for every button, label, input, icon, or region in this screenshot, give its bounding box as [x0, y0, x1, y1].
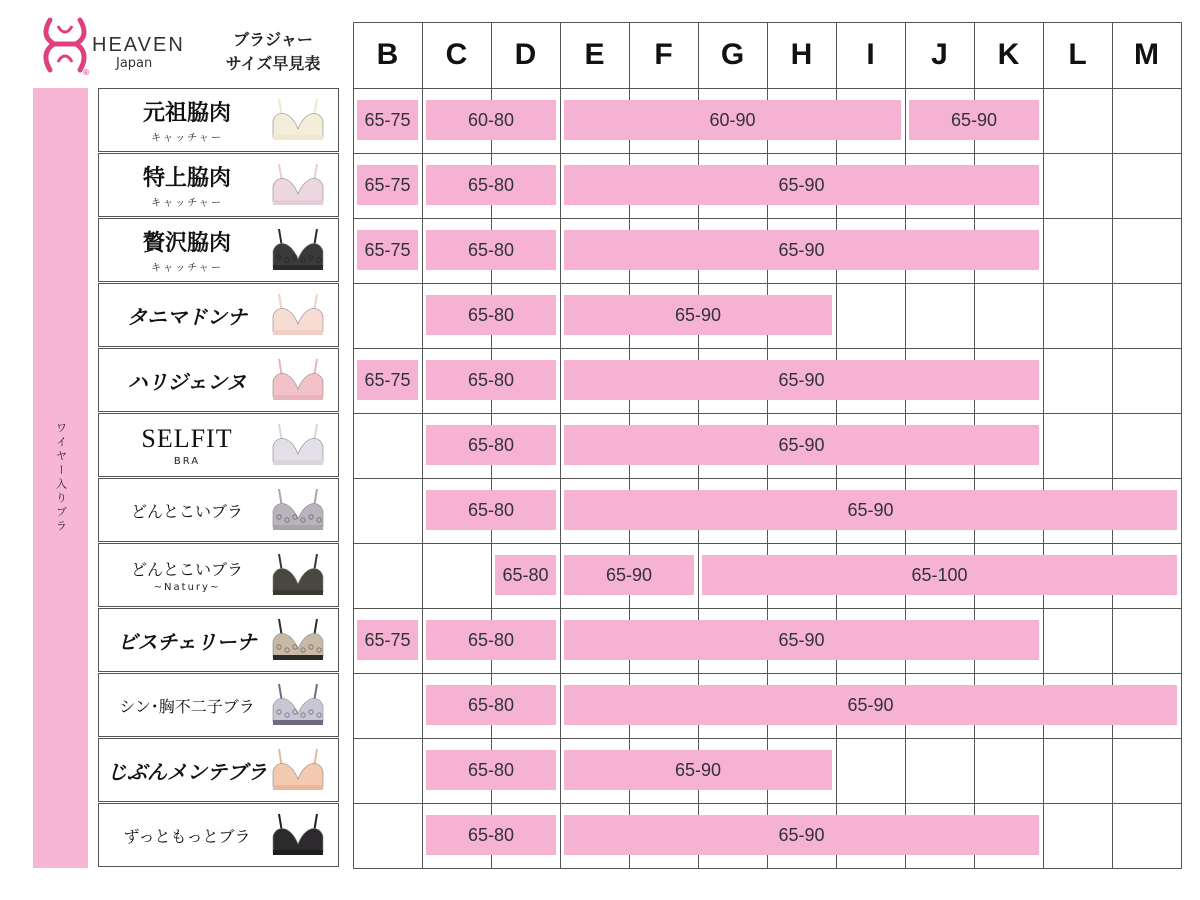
- product-row: [98, 348, 339, 412]
- product-row: [98, 803, 339, 867]
- bra-image-icon: [267, 225, 329, 277]
- cup-size-header: D: [514, 38, 537, 71]
- band-size-range: 65-90: [564, 230, 1039, 270]
- product-name: シン･胸不二子ブラ: [119, 696, 255, 716]
- product-row: [98, 478, 339, 542]
- title-line-1: ブラジャー: [233, 30, 313, 49]
- page-title: [198, 28, 348, 76]
- band-size-range: 60-90: [564, 100, 901, 140]
- product-row: [98, 673, 339, 737]
- product-name-block: [107, 479, 267, 541]
- product-name: 贅沢脇肉: [142, 230, 231, 256]
- product-row: [98, 218, 339, 282]
- svg-text:®: ®: [82, 68, 90, 76]
- bra-image-icon: [267, 680, 329, 732]
- band-size-range: 65-75: [357, 230, 418, 270]
- bra-image-icon: [267, 810, 329, 862]
- product-name: ずっともっとブラ: [123, 826, 251, 846]
- band-size-range: 65-80: [426, 165, 556, 205]
- band-size-range: 65-90: [564, 555, 694, 595]
- bra-image-icon: [267, 160, 329, 212]
- product-row: [98, 413, 339, 477]
- bra-image-icon: [267, 745, 329, 797]
- cup-size-header: J: [931, 38, 948, 71]
- product-name-block: [107, 544, 267, 606]
- product-name-block: [107, 219, 267, 281]
- product-row: [98, 608, 339, 672]
- product-name-block: [107, 609, 267, 671]
- cup-size-header: F: [654, 38, 673, 71]
- band-size-range: 65-75: [357, 165, 418, 205]
- product-subname: BRA: [173, 455, 201, 467]
- cup-size-header: G: [720, 38, 745, 71]
- band-size-range: 65-90: [564, 360, 1039, 400]
- product-name: どんとこいブラ: [130, 560, 243, 579]
- cup-size-header: M: [1134, 38, 1159, 71]
- band-size-range: 65-80: [426, 425, 556, 465]
- product-name: じぶんメンテブラ: [107, 759, 267, 784]
- band-size-range: 65-90: [564, 490, 1177, 530]
- band-size-range: 65-75: [357, 620, 418, 660]
- band-size-range: 65-90: [564, 165, 1039, 205]
- product-subname: ~Natury~: [153, 582, 221, 593]
- product-name: SELFIT: [141, 423, 233, 453]
- product-row: [98, 88, 339, 152]
- band-size-range: 65-80: [426, 490, 556, 530]
- band-size-range: 65-80: [426, 750, 556, 790]
- band-size-range: 65-90: [564, 295, 832, 335]
- bra-image-icon: [267, 290, 329, 342]
- product-name-block: [107, 739, 267, 801]
- product-name: どんとこいブラ: [130, 501, 243, 521]
- band-size-range: 65-90: [564, 620, 1039, 660]
- band-size-range: 65-90: [564, 685, 1177, 725]
- product-name: ビスチェリーナ: [117, 629, 257, 654]
- product-name-block: [107, 349, 267, 411]
- heaven-logo-icon: [40, 14, 98, 76]
- product-row: [98, 153, 339, 217]
- band-size-range: 65-80: [426, 230, 556, 270]
- bra-image-icon: [267, 420, 329, 472]
- product-row: [98, 738, 339, 802]
- product-subname: キャッチャー: [151, 133, 223, 144]
- brand-name: HEAVEN: [92, 34, 185, 56]
- band-size-range: 65-80: [426, 295, 556, 335]
- band-size-range: 65-100: [702, 555, 1177, 595]
- product-name-block: [107, 154, 267, 216]
- product-name: ハリジェンヌ: [127, 369, 247, 394]
- product-name: タニマドンナ: [127, 304, 247, 329]
- product-name-block: [107, 284, 267, 346]
- product-name-block: [107, 674, 267, 736]
- product-list: [98, 88, 340, 868]
- category-bar: [33, 88, 88, 868]
- product-name: 元祖脇肉: [142, 100, 231, 126]
- band-size-range: 65-90: [564, 425, 1039, 465]
- product-subname: キャッチャー: [151, 198, 223, 209]
- band-size-range: 65-80: [426, 360, 556, 400]
- product-name: 特上脇肉: [142, 165, 231, 191]
- band-size-range: 65-80: [495, 555, 556, 595]
- bra-image-icon: [267, 615, 329, 667]
- band-size-range: 65-90: [564, 750, 832, 790]
- cup-size-header: I: [866, 38, 875, 71]
- bra-image-icon: [267, 550, 329, 602]
- band-size-range: 65-75: [357, 360, 418, 400]
- product-subname: キャッチャー: [151, 263, 223, 274]
- cup-size-header: C: [445, 38, 468, 71]
- title-line-2: サイズ早見表: [225, 54, 321, 73]
- band-size-range: 65-90: [909, 100, 1039, 140]
- band-size-range: 65-90: [564, 815, 1039, 855]
- product-name-block: [107, 804, 267, 866]
- band-size-range: 65-80: [426, 685, 556, 725]
- bra-image-icon: [267, 95, 329, 147]
- band-size-range: 65-80: [426, 620, 556, 660]
- brand-region: Japan: [116, 56, 153, 71]
- product-row: [98, 543, 339, 607]
- cup-size-header: L: [1068, 38, 1087, 71]
- band-size-range: 60-80: [426, 100, 556, 140]
- bra-image-icon: [267, 485, 329, 537]
- product-row: [98, 283, 339, 347]
- brand-header: [40, 14, 340, 80]
- cup-size-header: K: [997, 38, 1020, 71]
- product-name-block: [107, 89, 267, 151]
- cup-size-header: H: [790, 38, 813, 71]
- band-size-range: 65-75: [357, 100, 418, 140]
- cup-size-header: E: [584, 38, 605, 71]
- category-label: ワイヤー入りブラ: [54, 422, 68, 534]
- cup-size-header: B: [376, 38, 399, 71]
- band-size-range: 65-80: [426, 815, 556, 855]
- product-name-block: [107, 414, 267, 476]
- bra-image-icon: [267, 355, 329, 407]
